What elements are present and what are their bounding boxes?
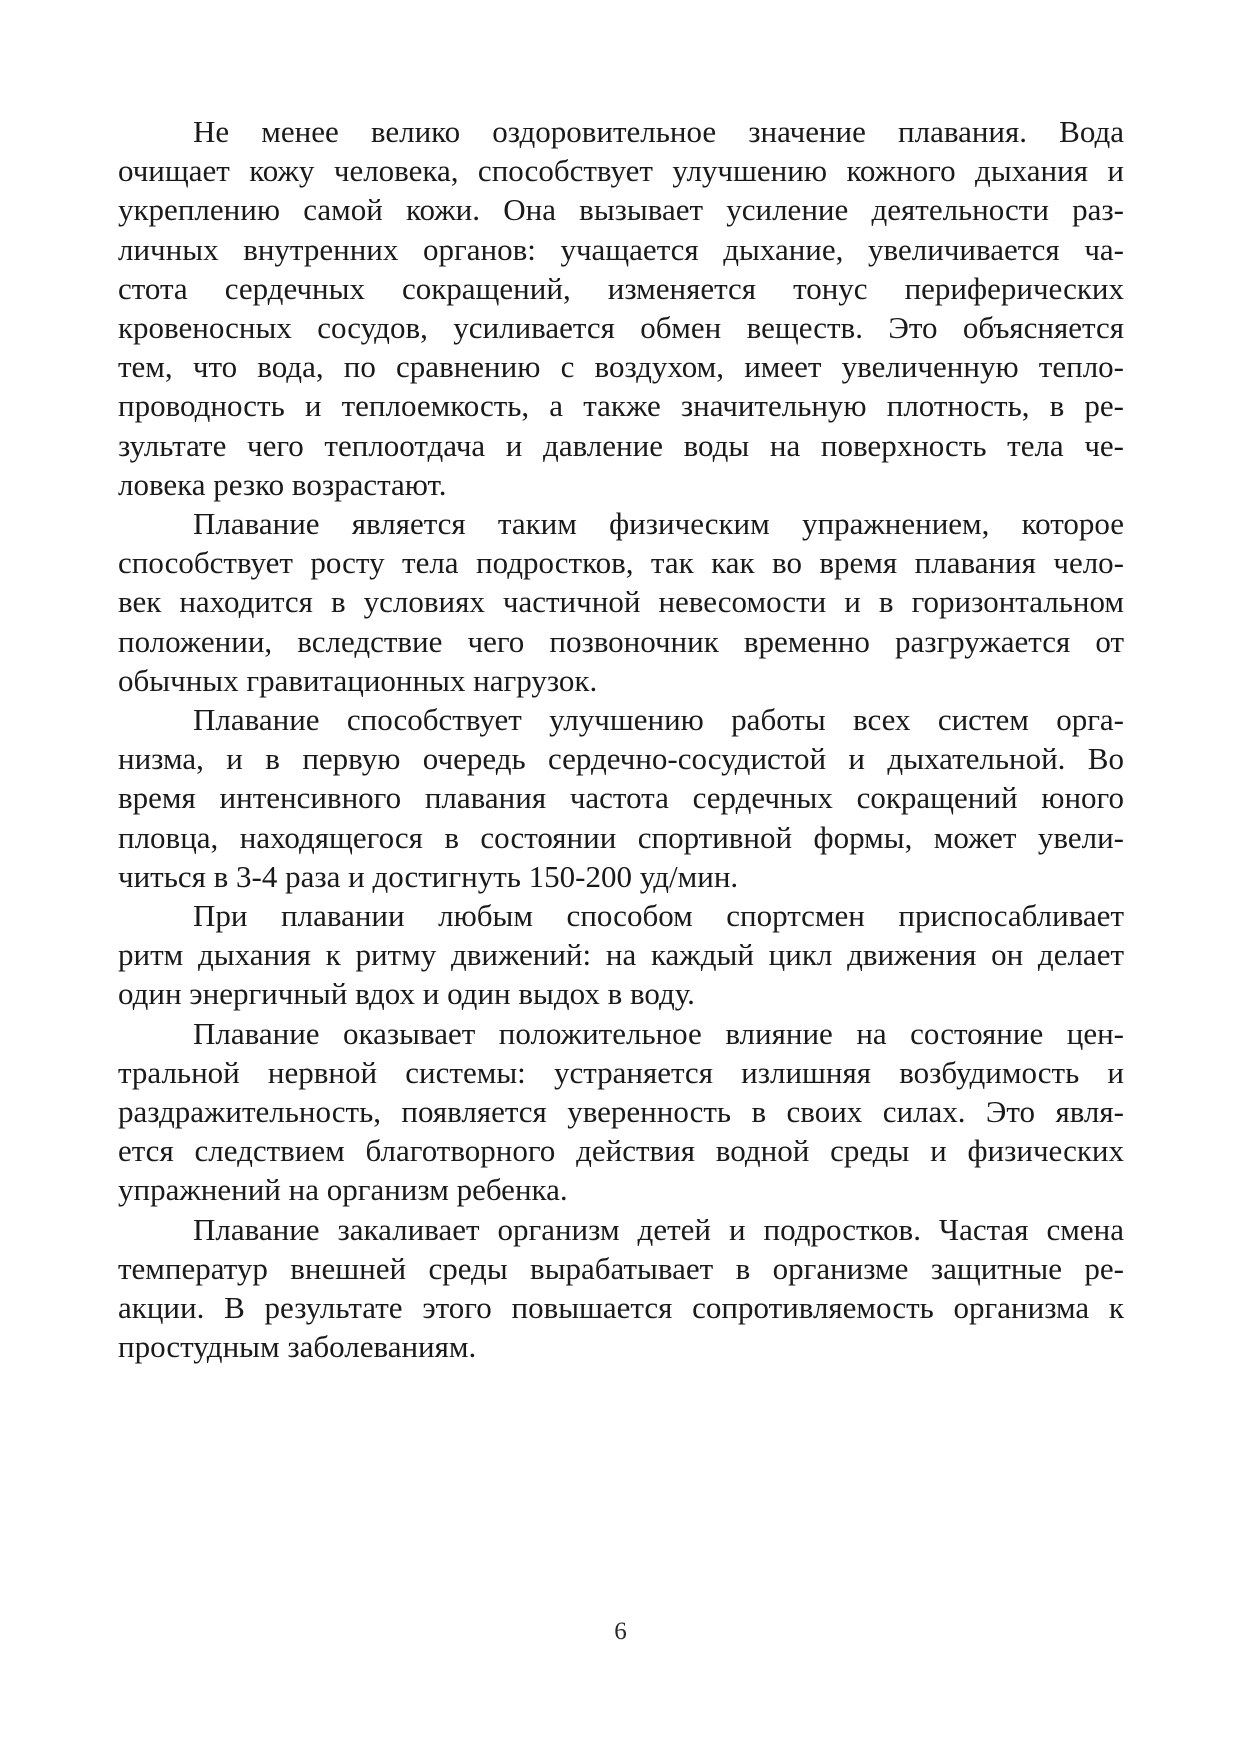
- paragraph: [118, 504, 1124, 700]
- page-number: 6: [614, 1618, 627, 1645]
- text-line: простудным заболеваниям.: [118, 1329, 477, 1365]
- text-line: очищает кожу человека, способствует улучшению кожного дыхания и: [118, 153, 1124, 189]
- text-line: обычных гравитационных нагрузок.: [118, 662, 598, 698]
- text-line: тральной нервной системы: устраняется излишняя возбудимость и: [118, 1054, 1124, 1090]
- text-line: раздражительность, появляется уверенность в своих силах. Это явля-: [118, 1094, 1124, 1130]
- text-line: читься в 3-4 раза и достигнуть 150-200 уд/мин.: [118, 858, 739, 894]
- text-line: Не менее велико оздоровительное значение плавания. Вода: [193, 114, 1124, 149]
- text-line: пловца, находящегося в состоянии спортивной формы, может увели-: [118, 819, 1124, 855]
- paragraph: [118, 1210, 1124, 1367]
- text-line: Плавание является таким физическим упражнением, которое: [193, 506, 1124, 542]
- body-text: [118, 112, 1124, 1367]
- text-line: личных внутренних органов: учащается дыхание, увеличивается ча-: [118, 231, 1124, 267]
- text-line: температур внешней среды вырабатывает в организме защитные ре-: [118, 1250, 1124, 1286]
- text-line: упражнений на организм ребенка.: [118, 1172, 568, 1208]
- paragraph: [118, 896, 1124, 1014]
- text-line: стота сердечных сокращений, изменяется тонус периферических: [118, 270, 1124, 306]
- text-line: положении, вследствие чего позвоночник временно разгружается от: [118, 623, 1124, 659]
- paragraph: [118, 700, 1124, 896]
- text-line: При плавании любым способом спортсмен приспосабливает: [193, 898, 1124, 934]
- paragraph: [118, 1014, 1124, 1210]
- text-line: один энергичный вдох и один выдох в воду.: [118, 976, 695, 1012]
- text-line: ется следствием благотворного действия водной среды и физических: [118, 1133, 1124, 1169]
- text-line: Плавание оказывает положительное влияние на состояние цен-: [193, 1015, 1124, 1051]
- text-line: проводность и теплоемкость, а также значительную плотность, в ре-: [118, 388, 1124, 424]
- text-line: Плавание способствует улучшению работы всех систем орга-: [193, 702, 1124, 738]
- text-line: акции. В результате этого повышается сопротивляемость организма к: [118, 1290, 1124, 1326]
- text-line: время интенсивного плавания частота сердечных сокращений юного: [118, 780, 1124, 816]
- text-line: низма, и в первую очередь сердечно-сосудистой и дыхательной. Во: [118, 741, 1124, 777]
- text-line: укреплению самой кожи. Она вызывает усиление деятельности раз-: [118, 192, 1124, 228]
- text-line: способствует росту тела подростков, так как во время плавания чело-: [118, 545, 1124, 581]
- text-line: тем, что вода, по сравнению с воздухом, имеет увеличенную тепло-: [118, 349, 1124, 385]
- text-line: ритм дыхания к ритму движений: на каждый цикл движения он делает: [118, 937, 1124, 973]
- text-line: ловека резко возрастают.: [118, 466, 447, 502]
- text-line: Плавание закаливает организм детей и подростков. Частая смена: [193, 1211, 1124, 1247]
- text-line: век находится в условиях частичной невесомости и в горизонтальном: [118, 584, 1124, 620]
- paragraph: [118, 112, 1124, 504]
- text-line: зультате чего теплоотдача и давление воды на поверхность тела че-: [118, 427, 1124, 463]
- text-line: кровеносных сосудов, усиливается обмен веществ. Это объясняется: [118, 310, 1124, 346]
